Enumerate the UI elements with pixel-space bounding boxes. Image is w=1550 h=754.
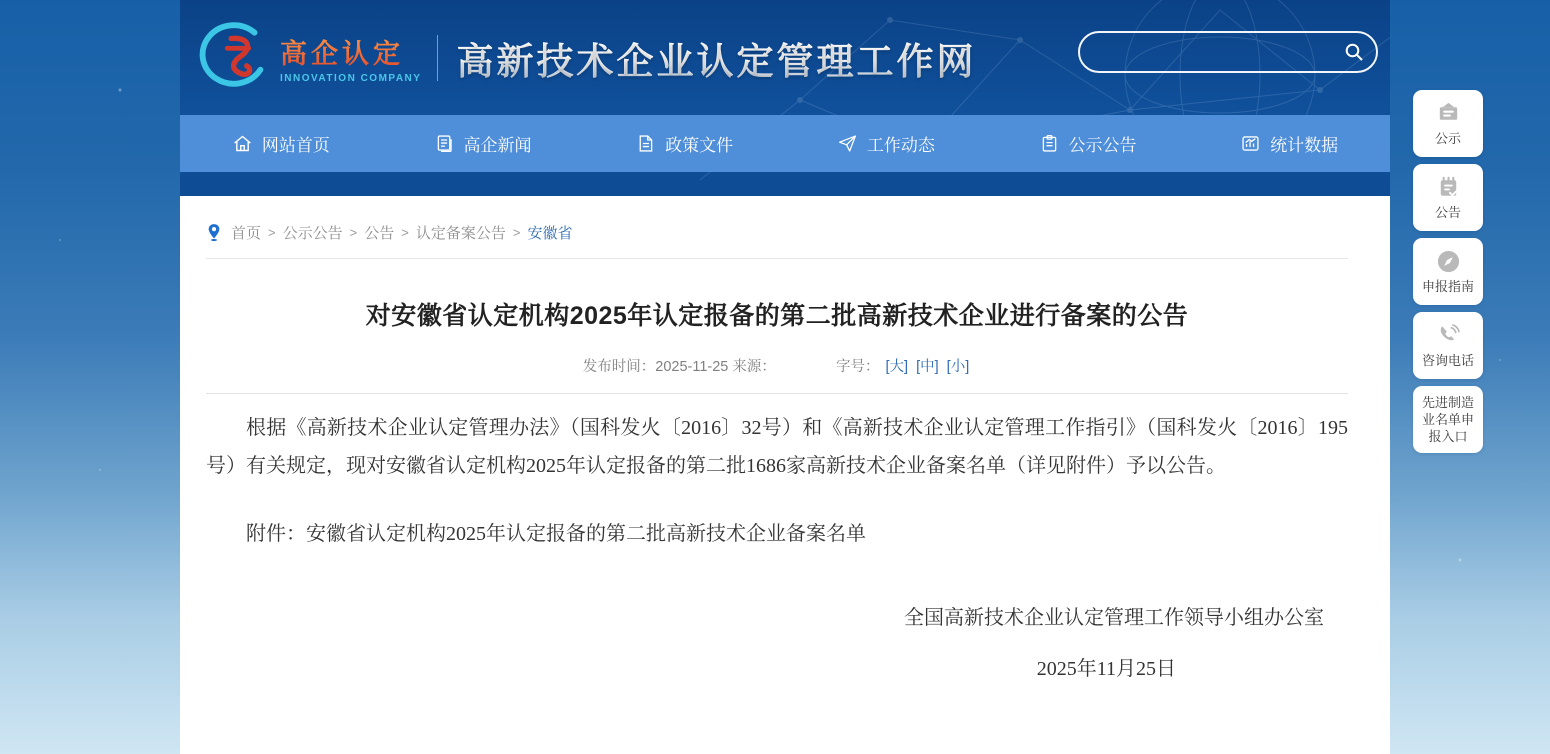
fontsize-small-button[interactable]: [小] xyxy=(946,359,970,375)
nav-label: 高企新闻 xyxy=(463,136,532,155)
sidebar-label: 先进制造业名单申报入口 xyxy=(1421,395,1474,444)
fontsize-label: 字号： xyxy=(835,359,880,375)
nav-label: 网站首页 xyxy=(261,136,330,155)
article-title: 对安徽省认定机构2025年认定报备的第二批高新技术企业进行备案的公告 xyxy=(365,302,1189,330)
news-icon xyxy=(434,133,455,154)
breadcrumb-separator: > xyxy=(268,225,276,240)
search-icon xyxy=(1343,41,1365,63)
home-icon xyxy=(232,133,253,154)
chart-icon xyxy=(1240,133,1261,154)
nav-item-updates[interactable] xyxy=(785,115,987,172)
main-content xyxy=(180,196,1390,754)
breadcrumb xyxy=(206,222,1348,243)
site-header xyxy=(180,0,1390,196)
site-title: 高新技术企业认定管理工作网 xyxy=(456,31,976,85)
header-inner xyxy=(180,0,1390,115)
issuing-office: 全国高新技术企业认定管理工作领导小组办公室 xyxy=(904,607,1324,629)
nav-label: 公示公告 xyxy=(1068,136,1137,155)
nav-label: 工作动态 xyxy=(866,136,935,155)
issue-date: 2025年11月25日 xyxy=(1036,658,1176,680)
quick-links-sidebar xyxy=(1413,90,1483,453)
header-divider xyxy=(437,35,438,81)
logo-text xyxy=(280,32,421,84)
source-label: 来源： xyxy=(732,359,776,375)
sidebar-label: 咨询电话 xyxy=(1421,353,1474,368)
bulletin-board-icon xyxy=(1435,100,1462,127)
nav-label: 统计数据 xyxy=(1270,136,1339,155)
sidebar-item-shenbao-zhinan[interactable] xyxy=(1413,238,1483,305)
fontsize-large-button[interactable]: [大] xyxy=(885,359,909,375)
divider-under-meta xyxy=(206,393,1348,394)
publish-date: 2025-11-25 xyxy=(655,359,729,375)
nav-item-statistics[interactable] xyxy=(1188,115,1390,172)
location-pin-icon xyxy=(206,223,222,242)
breadcrumb-record-notice[interactable]: 认定备案公告 xyxy=(415,225,506,242)
logo-swirl-icon xyxy=(198,19,276,97)
sidebar-label: 公告 xyxy=(1434,205,1461,220)
article-meta xyxy=(206,355,1348,376)
phone-icon xyxy=(1435,322,1462,349)
fontsize-medium-button[interactable]: [中] xyxy=(916,359,939,375)
breadcrumb-separator: > xyxy=(401,225,409,240)
site-logo[interactable] xyxy=(198,19,421,97)
search-button[interactable] xyxy=(1332,33,1376,71)
article-paragraph: 根据《高新技术企业认定管理办法》（国科发火〔2016〕32号）和《高新技术企业认定管理工作指引》（国科发火〔2016〕195号）有关规定，现对安徽省认定机构2025年认定报备的第二批1686家高新技术企业备案名单（详见附件）予以公告。 xyxy=(206,417,1348,477)
clipboard-icon xyxy=(1039,133,1060,154)
sidebar-label: 申报指南 xyxy=(1421,279,1474,294)
nav-item-home[interactable] xyxy=(180,115,382,172)
sidebar-item-gongshi[interactable] xyxy=(1413,90,1483,157)
divider-under-breadcrumb xyxy=(206,258,1348,259)
attachment-link[interactable]: 附件：安徽省认定机构2025年认定报备的第二批高新技术企业备案名单 xyxy=(246,523,866,545)
search-box[interactable] xyxy=(1078,31,1378,73)
logo-chinese-name: 高企认定 xyxy=(280,32,421,71)
sidebar-label: 公示 xyxy=(1434,131,1461,146)
sidebar-item-zixun-dianhua[interactable] xyxy=(1413,312,1483,379)
breadcrumb-current-anhui[interactable]: 安徽省 xyxy=(527,225,573,242)
publish-time-label: 发布时间： xyxy=(582,359,656,375)
sidebar-item-advanced-manufacturing-entry[interactable] xyxy=(1413,386,1483,453)
nav-item-announcements[interactable] xyxy=(987,115,1189,172)
breadcrumb-home[interactable]: 首页 xyxy=(231,225,262,242)
breadcrumb-separator: > xyxy=(349,225,358,240)
logo-english-name: INNOVATION COMPANY xyxy=(280,72,422,84)
policy-document-icon xyxy=(635,133,656,154)
breadcrumb-separator: > xyxy=(512,225,521,240)
nav-item-policy[interactable] xyxy=(583,115,785,172)
article-body xyxy=(206,409,1348,688)
nav-label: 政策文件 xyxy=(665,136,734,155)
nav-item-news[interactable] xyxy=(382,115,584,172)
search-input[interactable] xyxy=(1080,33,1332,71)
page-column xyxy=(180,0,1390,754)
sidebar-item-gonggao[interactable] xyxy=(1413,164,1483,231)
paper-plane-icon xyxy=(837,133,858,154)
breadcrumb-announcements[interactable]: 公示公告 xyxy=(282,225,343,242)
notepad-check-icon xyxy=(1435,174,1462,201)
compass-icon xyxy=(1435,248,1462,275)
main-nav xyxy=(180,115,1390,172)
breadcrumb-notice[interactable]: 公告 xyxy=(364,225,395,242)
